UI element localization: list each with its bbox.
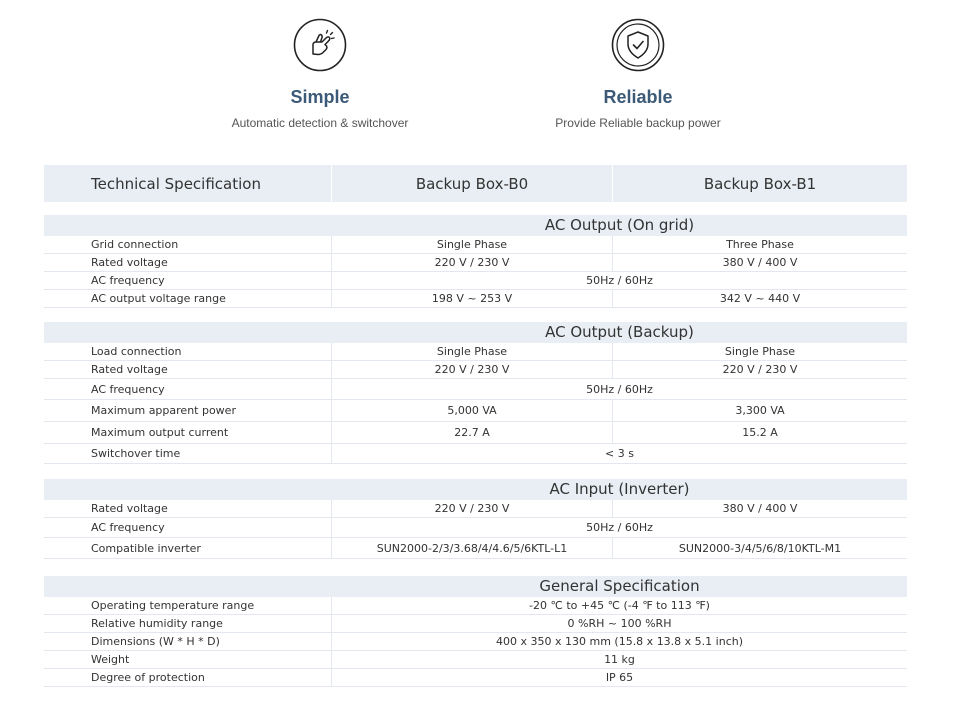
b1-value: 3,300 VA: [735, 404, 785, 417]
b0-value: SUN2000-2/3/3.68/4/4.6/5/6KTL-L1: [332, 538, 613, 558]
row-label: Degree of protection: [44, 669, 332, 686]
row-label: Rated voltage: [44, 254, 332, 271]
b0-value: Single Phase: [332, 236, 613, 253]
row-label: Relative humidity range: [44, 615, 332, 632]
table-row: [44, 290, 907, 308]
shared-value: 400 x 350 x 130 mm (15.8 x 13.8 x 5.1 inch): [495, 635, 744, 648]
table-row: [44, 500, 907, 518]
row-label: Operating temperature range: [44, 597, 332, 614]
section-title: AC Input (Inverter): [44, 479, 907, 500]
row-label: Dimensions (W * H * D): [44, 633, 332, 650]
shared-value: < 3 s: [605, 447, 634, 460]
header-backup-box-b1: Backup Box-B1: [703, 174, 817, 193]
table-row: [44, 597, 907, 615]
row-label: Load connection: [44, 343, 332, 360]
table-row: [44, 400, 907, 422]
section-title: AC Output (On grid): [44, 215, 907, 236]
table-row: [44, 651, 907, 669]
row-label: Rated voltage: [44, 500, 332, 517]
b0-value: 22.7 A: [332, 422, 613, 443]
shared-value: 11 kg: [604, 653, 635, 666]
row-label: Switchover time: [44, 444, 332, 463]
b1-value: Single Phase: [724, 345, 796, 358]
section-general-specification: [44, 576, 907, 687]
shared-value: 50Hz / 60Hz: [586, 382, 653, 396]
table-row: [44, 422, 907, 444]
b1-value: SUN2000-3/4/5/6/8/10KTL-M1: [678, 541, 842, 555]
b0-value: 5,000 VA: [332, 400, 613, 421]
b1-value: Three Phase: [726, 238, 794, 251]
section-ac-output-backup: [44, 322, 907, 464]
row-label: Rated voltage: [44, 361, 332, 378]
feature-simple: [190, 0, 450, 130]
b1-value: 220 V / 230 V: [722, 363, 798, 376]
feature-subtitle: Automatic detection & switchover: [231, 116, 409, 130]
b1-value: 342 V ~ 440 V: [719, 292, 801, 305]
table-row: [44, 669, 907, 687]
spec-table-header: [44, 165, 907, 202]
feature-title: Simple: [290, 87, 350, 107]
header-backup-box-b0: Backup Box-B0: [332, 165, 613, 202]
row-label: AC frequency: [44, 379, 332, 399]
shared-value: -20 ℃ to +45 ℃ (-4 ℉ to 113 ℉): [529, 599, 710, 612]
table-row: [44, 444, 907, 464]
b1-value: 380 V / 400 V: [722, 502, 798, 515]
b0-value: 220 V / 230 V: [332, 254, 613, 271]
feature-subtitle: Provide Reliable backup power: [555, 116, 721, 130]
table-row: [44, 379, 907, 400]
b0-value: 198 V ~ 253 V: [332, 290, 613, 307]
table-row: [44, 343, 907, 361]
row-label: Grid connection: [44, 236, 332, 253]
table-row: [44, 518, 907, 538]
section-ac-input-inverter: [44, 479, 907, 559]
shared-value: 50Hz / 60Hz: [586, 521, 653, 534]
row-label: AC frequency: [44, 272, 332, 289]
fingers-snap-icon: [293, 18, 347, 72]
table-row: [44, 615, 907, 633]
row-label: Maximum apparent power: [44, 400, 332, 421]
row-label: AC frequency: [44, 518, 332, 537]
feature-title: Reliable: [603, 87, 673, 107]
section-ac-output-on-grid: [44, 215, 907, 308]
row-label: Compatible inverter: [44, 538, 332, 558]
b1-value: 380 V / 400 V: [722, 256, 798, 269]
b1-value: 15.2 A: [742, 426, 778, 439]
header-technical-specification: Technical Specification: [44, 165, 332, 202]
table-row: [44, 272, 907, 290]
b0-value: 220 V / 230 V: [332, 500, 613, 517]
section-title: AC Output (Backup): [44, 322, 907, 343]
table-row: [44, 538, 907, 559]
row-label: Maximum output current: [44, 422, 332, 443]
b0-value: 220 V / 230 V: [332, 361, 613, 378]
shared-value: IP 65: [605, 671, 634, 684]
table-row: [44, 633, 907, 651]
feature-reliable: [508, 0, 768, 130]
table-row: [44, 254, 907, 272]
row-label: Weight: [44, 651, 332, 668]
table-row: [44, 236, 907, 254]
b0-value: Single Phase: [332, 343, 613, 360]
shield-check-icon: [611, 18, 665, 72]
shared-value: 0 %RH ~ 100 %RH: [567, 617, 672, 630]
section-title: General Specification: [44, 576, 907, 597]
row-label: AC output voltage range: [44, 290, 332, 307]
shared-value: 50Hz / 60Hz: [586, 274, 653, 287]
table-row: [44, 361, 907, 379]
